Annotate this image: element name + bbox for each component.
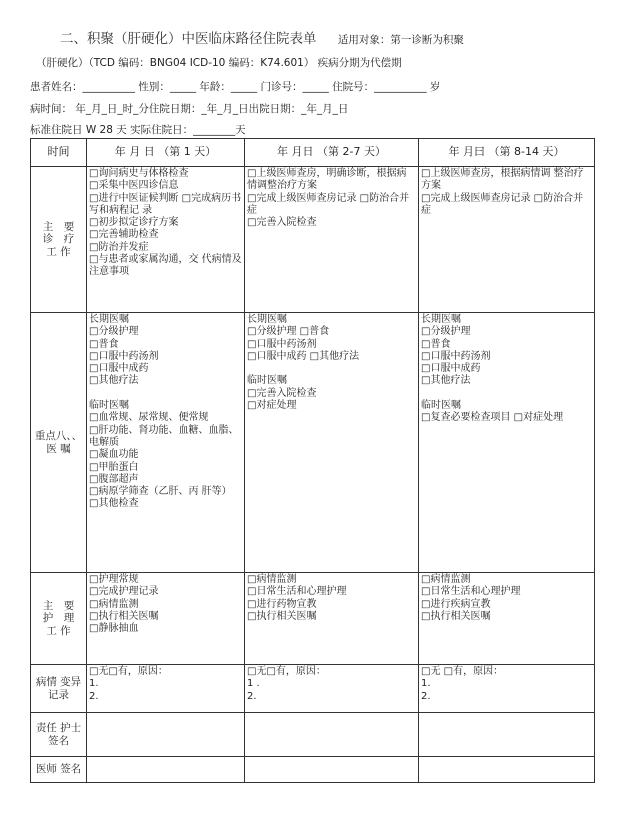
cell-item [89,388,242,400]
cell-item[interactable]: □分级护理 [89,326,139,338]
row-label-line: 记录 [48,688,69,701]
row-label [31,313,87,573]
table-row [31,757,595,783]
cell-item[interactable]: □甲胎蛋白 [89,461,139,473]
cell-item[interactable]: □口服中药汤剂 [89,350,159,362]
cell-item: 长期医嘱 [421,314,461,325]
row-label-line: 重点八、、 [34,430,83,443]
cell-item[interactable]: □凝血功能 [89,449,139,461]
cell-item[interactable]: □分级护理 □普食 [247,326,330,338]
cell-item[interactable]: □病情监测 [89,598,139,610]
cell-day1 [87,713,245,757]
cell-item[interactable]: □普食 [89,338,119,350]
cell-item[interactable]: □护理常规 [89,574,139,585]
cell-item: 临时医嘱 [89,400,129,412]
cell-day1 [87,665,245,713]
row-label-line: 护 理 [42,612,75,625]
stay-line: 标准住院日 W 28 天 实际住院日：________天 [30,124,246,136]
cell-item: 临时医嘱 [421,400,461,412]
row-label-line: 病情 变异 [35,676,82,689]
cell-item: 2. [89,690,99,702]
cell-day8-14 [419,573,595,665]
row-label [31,573,87,665]
cell-item[interactable]: □腹部超声 [89,473,139,485]
title-line [60,32,464,47]
cell-item[interactable]: □与患者或家属沟通，交 代病情及注意事项 [89,254,242,278]
code-line: （肝硬化）（TCD 编码：BNG04 ICD-10 编码：K74.601） 疾病分期为代偿期 [36,57,402,69]
cell-item[interactable]: □其他检查 [89,498,139,510]
cell-item: 临时医嘱 [247,375,287,387]
cell-day1 [87,167,245,313]
cell-item[interactable]: □进行中医证候判断 □完成病历书写和病程记 录 [89,192,242,216]
cell-item[interactable]: □其他疗法 [421,375,471,387]
row-label-line: 签名 [48,734,69,747]
cell-item: 1. [89,678,99,690]
table-row [31,713,595,757]
row-label-line: 工 作 [46,624,71,637]
cell-day1 [87,757,245,783]
cell-day2-7 [245,757,419,783]
cell-item[interactable]: □日常生活和心理护理 [421,586,521,598]
cell-day1 [87,573,245,665]
cell-day8-14 [419,167,595,313]
table-header-row [31,139,595,167]
cell-item[interactable]: □进行药物宣教 [247,598,317,610]
row-label-line: 主 要 [42,221,75,234]
col-header-time: 时间 [31,139,87,167]
row-label [31,665,87,713]
cell-item[interactable]: □口服中成药 [421,363,481,375]
cell-item [247,363,416,375]
cell-item[interactable]: □口服中成药 [89,363,149,375]
col-header-day2-7: 年 月日 （第 2-7 天） [245,139,419,167]
form-title: 二、积聚（肝硬化）中医临床路径住院表单 [60,31,317,47]
cell-item[interactable]: □上级医师查房，明确诊断，根据病情调整治疗方案 [247,168,407,192]
table-row [31,665,595,713]
cell-item[interactable]: □询问病史与体格检查 [89,168,189,179]
cell-item[interactable]: □血常规、尿常规、便常规 [89,412,209,424]
cell-day8-14 [419,757,595,783]
cell-item [421,388,592,400]
cell-item[interactable]: □日常生活和心理护理 [247,586,347,598]
cell-item[interactable]: □对症处理 [247,400,297,412]
cell-day8-14 [419,665,595,713]
cell-item[interactable]: □口服中药汤剂 [421,350,491,362]
cell-item[interactable]: □完善辅助检查 [89,229,159,241]
patient-info-line: 患者姓名：__________ 性别：_____ 年龄：_____ 门诊号：_____ 住院号：__________ 岁 [30,81,441,93]
row-label-line: 责任 护士 [35,722,82,735]
row-label [31,167,87,313]
cell-day2-7 [245,313,419,573]
col-header-day1: 年 月 日 （第 1 天） [87,139,245,167]
row-label-line: 主 要 [42,600,75,613]
cell-item[interactable]: □上级医师查房，根据病情调 整治疗方案 [421,168,584,192]
cell-item: 1 . [247,678,260,690]
cell-day1 [87,313,245,573]
cell-day8-14 [419,313,595,573]
cell-item: 2. [421,690,431,702]
cell-day2-7 [245,665,419,713]
cell-item[interactable]: □防治并发症 [89,241,149,253]
cell-item[interactable]: □其他疗法 [89,375,139,387]
cell-item[interactable]: □病原学筛查（乙肝、丙 肝等） [89,486,232,498]
cell-item[interactable]: □进行疾病宣教 [421,598,491,610]
row-label-line: 诊 疗 [42,233,75,246]
col-header-day8-14: 年 月曰 （第 8-14 天） [419,139,595,167]
row-label [31,713,87,757]
cell-item[interactable]: □分级护理 [421,326,471,338]
cell-item: 长期医嘱 [247,314,287,325]
row-label-line: 医师 签名 [35,763,82,776]
cell-item[interactable]: □执行相关医嘱 [421,610,491,622]
cell-item: 长期医嘱 [89,314,129,325]
dates-line: 病时间： 年_月_日_时_分住院日期：_年_月_日出院日期：_年_月_日 [30,103,349,115]
cell-item: 2. [247,690,257,702]
table-row [31,167,595,313]
cell-item[interactable]: □静脉抽血 [89,623,139,635]
cell-item[interactable]: □病情监测 [247,574,297,585]
cell-day2-7 [245,713,419,757]
cell-day2-7 [245,167,419,313]
cell-item[interactable]: □口服中成药 □其他疗法 [247,350,360,362]
cell-item[interactable]: □完成护理记录 [89,586,159,598]
cell-item[interactable]: □肝功能、肾功能、血糖、血脂、电解质 [89,424,239,448]
row-label-line: 医 嘱 [46,442,71,455]
cell-item[interactable]: □普食 [421,338,451,350]
cell-item[interactable]: □无 □有，原因： [421,666,504,677]
form-scope: 适用对象：第一诊断为积聚 [337,34,464,46]
cell-item[interactable]: □初步拟定诊疗方案 [89,217,179,229]
cell-item[interactable]: □采集中医四诊信息 [89,180,179,192]
cell-item[interactable]: □完善入院检查 [247,387,317,399]
cell-item[interactable]: □口服中药汤剂 [247,338,317,350]
cell-item[interactable]: □完善入院检查 [247,217,317,229]
cell-item[interactable]: □病情监测 [421,574,471,585]
row-label-line: 工 作 [46,245,71,258]
row-label [31,757,87,783]
cell-item[interactable]: □复查必要检查项目 □对症处理 [421,412,564,424]
pathway-table [30,138,595,783]
cell-item[interactable]: □完成上级医师查房记录 □防治合并症 [421,192,584,216]
cell-item[interactable]: □完成上级医师查房记录 □防治合并症 [247,192,410,216]
cell-item[interactable]: □无□有，原因： [89,666,168,677]
table-row [31,313,595,573]
cell-day8-14 [419,713,595,757]
cell-item[interactable]: □执行相关医嘱 [247,610,317,622]
cell-item: 1. [421,678,431,690]
cell-day2-7 [245,573,419,665]
cell-item[interactable]: □执行相关医嘱 [89,610,159,622]
cell-item[interactable]: □无□有，原因： [247,666,326,677]
table-row [31,573,595,665]
